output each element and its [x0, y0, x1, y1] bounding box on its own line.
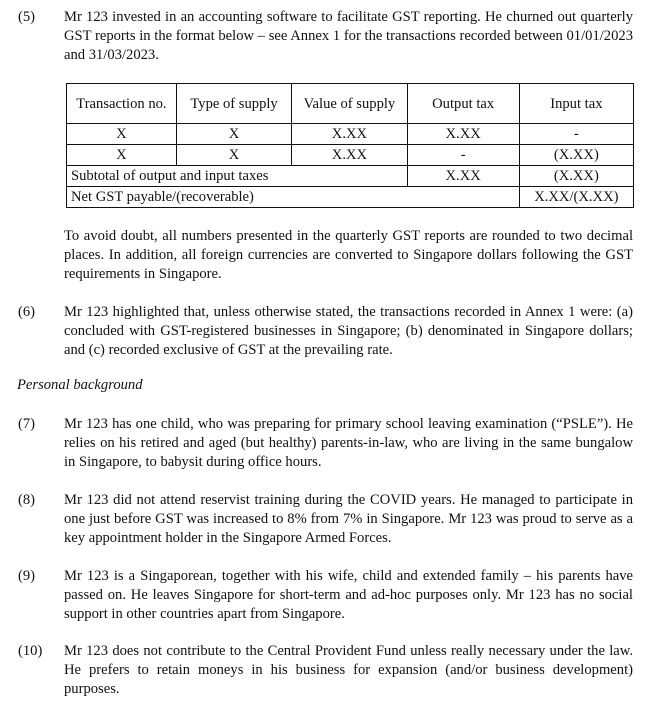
table-cell: X.XX — [292, 145, 407, 166]
header-transaction-no: Transaction no. — [67, 84, 177, 124]
paragraph-number: (6) — [18, 304, 36, 320]
table-row — [67, 124, 634, 145]
table-cell: X — [176, 145, 291, 166]
section-heading: Personal background — [17, 377, 143, 393]
net-gst-row — [67, 187, 634, 208]
paragraph-text: Mr 123 does not contribute to the Central Provident Fund unless really necessary under the law. He prefers to retain moneys in his business for expansion (and/or business development) purposes. — [64, 643, 633, 697]
gst-report-table — [66, 83, 634, 208]
paragraph-text: Mr 123 has one child, who was preparing for primary school leaving examination (“PSLE”). He relies on his retired and aged (but healthy) parents-in-law, who are living in the same bungalow in Singapore, to babysit during office hours. — [64, 416, 633, 470]
table-row — [67, 145, 634, 166]
paragraph-number: (9) — [18, 568, 36, 584]
table-cell: X — [176, 124, 291, 145]
net-gst-value: X.XX/(X.XX) — [519, 187, 633, 208]
subtotal-row — [67, 166, 634, 187]
table-header-row — [67, 84, 634, 124]
table-cell: X.XX — [407, 124, 519, 145]
header-input-tax: Input tax — [519, 84, 633, 124]
table-cell: (X.XX) — [519, 145, 633, 166]
paragraph-number: (10) — [18, 643, 43, 659]
subtotal-label: Subtotal of output and input taxes — [67, 166, 408, 187]
net-gst-label: Net GST payable/(recoverable) — [67, 187, 520, 208]
table-cell: X — [67, 145, 177, 166]
paragraph-text: Mr 123 invested in an accounting software to facilitate GST reporting. He churned out quarterly GST reports in the format below – see Annex 1 for the transactions recorded between 01/01/2023 and 31/03/2023. — [64, 9, 633, 63]
subtotal-output-tax: X.XX — [407, 166, 519, 187]
subtotal-input-tax: (X.XX) — [519, 166, 633, 187]
paragraph-number: (8) — [18, 492, 36, 508]
paragraph-text: Mr 123 did not attend reservist training during the COVID years. He managed to participate in one just before GST was increased to 8% from 7% in Singapore. Mr 123 was proud to serve as a key appointment holder in the Singapore Armed Forces. — [64, 492, 633, 546]
header-value-of-supply: Value of supply — [292, 84, 407, 124]
table-cell: X.XX — [292, 124, 407, 145]
paragraph-text: Mr 123 is a Singaporean, together with his wife, child and extended family – his parents have passed on. He leaves Singapore for short-term and ad-hoc purposes only. Mr 123 has no social support in other countries apart from Singapore. — [64, 568, 633, 622]
header-type-of-supply: Type of supply — [176, 84, 291, 124]
paragraph-number: (5) — [18, 9, 36, 25]
header-output-tax: Output tax — [407, 84, 519, 124]
paragraph-text: To avoid doubt, all numbers presented in the quarterly GST reports are rounded to two decimal places. In addition, all foreign currencies are converted to Singapore dollars following the GST requirements in Singapore. — [64, 228, 633, 282]
paragraph-text: Mr 123 highlighted that, unless otherwise stated, the transactions recorded in Annex 1 were: (a) concluded with GST-registered businesses in Singapore; (b) denominated in Singapore dollars; and (c) recorded exclusive of GST at the prevailing rate. — [64, 304, 633, 358]
table-cell: X — [67, 124, 177, 145]
paragraph-number: (7) — [18, 416, 36, 432]
table-cell: - — [519, 124, 633, 145]
table-cell: - — [407, 145, 519, 166]
